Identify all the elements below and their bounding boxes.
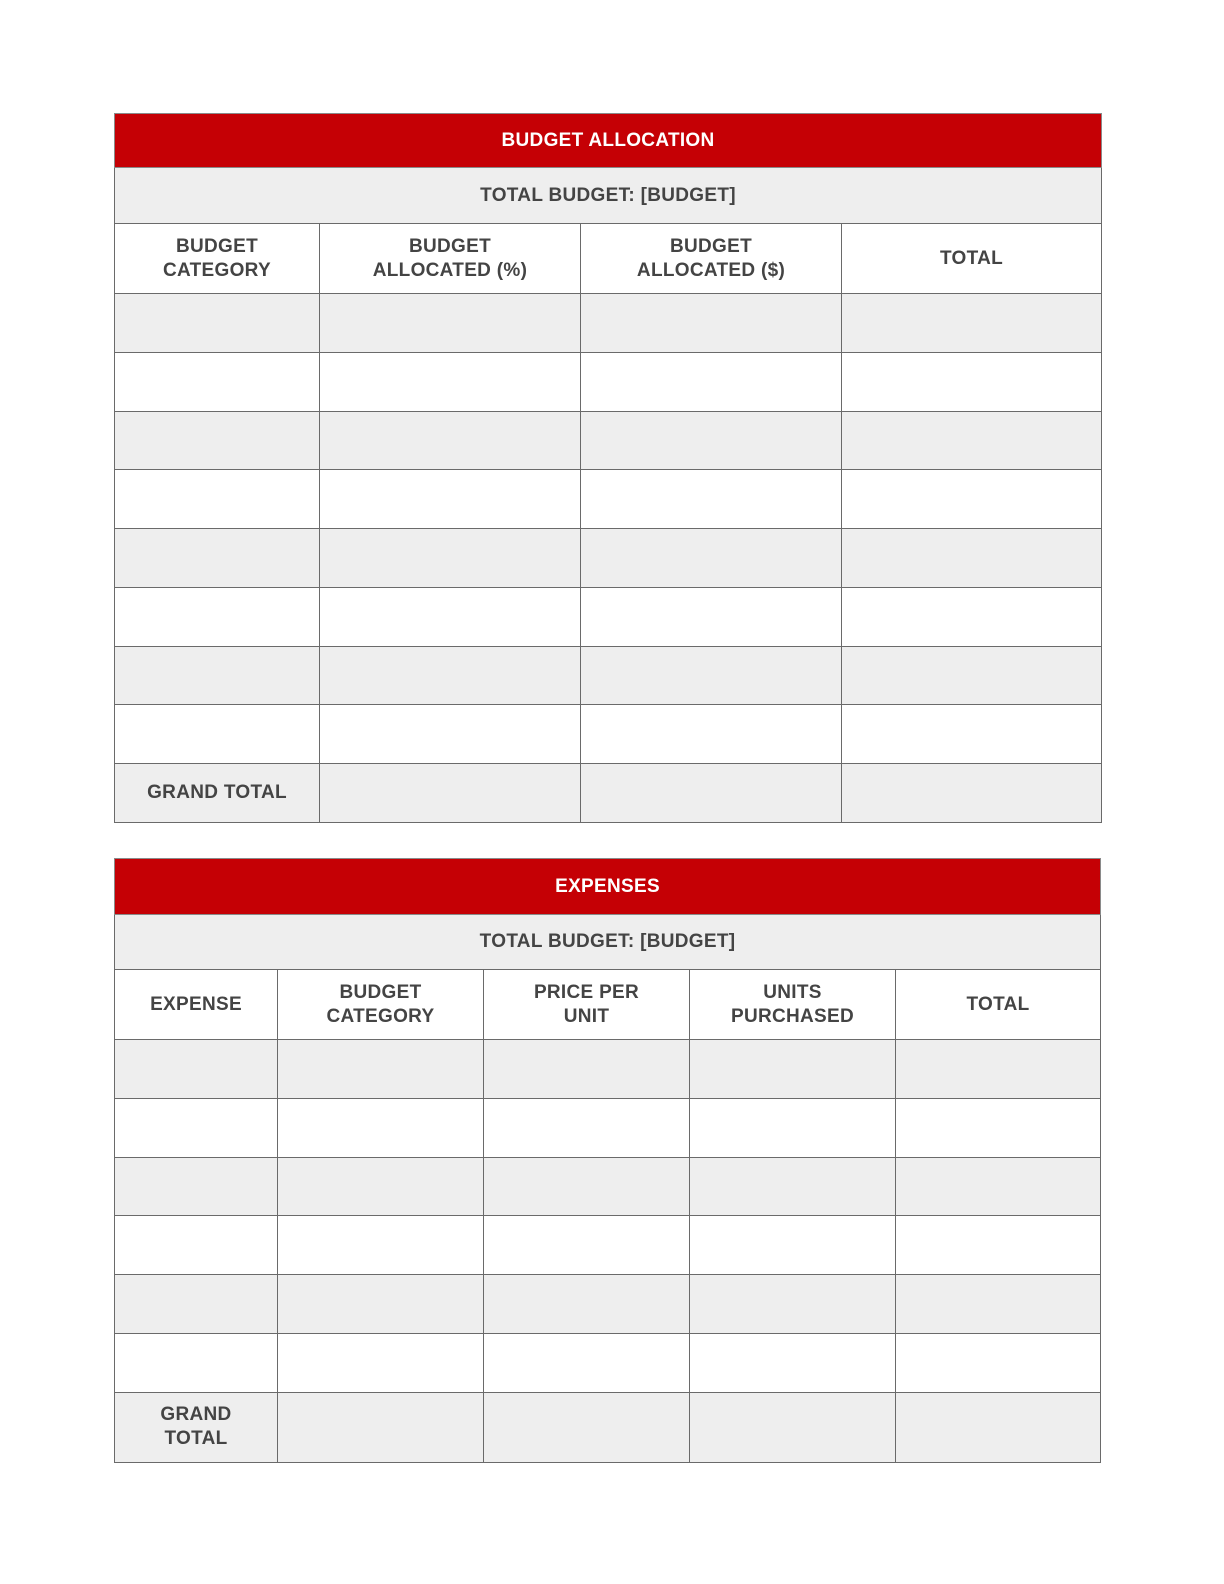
table-cell[interactable] (278, 1157, 484, 1216)
table-cell[interactable] (320, 646, 581, 705)
table-row (115, 646, 1102, 705)
table-cell[interactable] (581, 294, 842, 353)
table-cell[interactable] (581, 764, 842, 823)
table-cell[interactable] (581, 705, 842, 764)
table-cell[interactable] (320, 470, 581, 529)
table-cell[interactable] (896, 1275, 1101, 1334)
table-cell[interactable] (278, 1392, 484, 1462)
table-cell[interactable] (115, 646, 320, 705)
table-cell[interactable] (896, 1333, 1101, 1392)
table-cell[interactable] (690, 1333, 896, 1392)
table-cell[interactable] (690, 1157, 896, 1216)
table-cell[interactable] (896, 1157, 1101, 1216)
column-header: BUDGET CATEGORY (115, 224, 320, 294)
table-cell[interactable] (896, 1098, 1101, 1157)
table-cell[interactable] (581, 587, 842, 646)
table-cell[interactable] (484, 1275, 690, 1334)
budget-allocation-total-budget[interactable]: TOTAL BUDGET: [BUDGET] (115, 168, 1102, 224)
table-cell[interactable] (320, 352, 581, 411)
budget-allocation-table (114, 113, 1102, 823)
table-cell[interactable] (896, 1040, 1101, 1099)
table-row (115, 1040, 1101, 1099)
table-row (115, 411, 1102, 470)
table-cell[interactable] (842, 294, 1102, 353)
table-cell[interactable] (896, 1392, 1101, 1462)
table-cell[interactable] (278, 1098, 484, 1157)
table-row (115, 1098, 1101, 1157)
table-cell[interactable] (320, 705, 581, 764)
table-cell[interactable] (484, 1333, 690, 1392)
table-cell[interactable] (690, 1098, 896, 1157)
column-header: BUDGET ALLOCATED (%) (320, 224, 581, 294)
budget-allocation-title: BUDGET ALLOCATION (115, 114, 1102, 168)
table-cell[interactable] (842, 646, 1102, 705)
table-cell[interactable] (581, 411, 842, 470)
table-cell[interactable] (115, 294, 320, 353)
column-header: TOTAL (896, 970, 1101, 1040)
table-cell[interactable] (484, 1040, 690, 1099)
table-row (115, 529, 1102, 588)
table-cell[interactable] (484, 1216, 690, 1275)
table-row (115, 1216, 1101, 1275)
table-cell[interactable] (581, 470, 842, 529)
table-cell[interactable] (278, 1333, 484, 1392)
table-cell[interactable] (842, 470, 1102, 529)
table-row (115, 587, 1102, 646)
table-row (115, 1275, 1101, 1334)
table-cell[interactable] (115, 1216, 278, 1275)
table-cell[interactable] (320, 294, 581, 353)
table-cell[interactable] (115, 1275, 278, 1334)
table-cell[interactable] (115, 587, 320, 646)
table-cell[interactable] (484, 1157, 690, 1216)
table-row (115, 294, 1102, 353)
table-cell[interactable] (842, 764, 1102, 823)
expenses-table (114, 858, 1101, 1463)
table-cell[interactable] (115, 705, 320, 764)
table-cell[interactable] (581, 529, 842, 588)
table-row (115, 352, 1102, 411)
table-cell[interactable] (842, 587, 1102, 646)
table-cell[interactable] (484, 1098, 690, 1157)
table-cell[interactable] (320, 411, 581, 470)
table-cell[interactable] (896, 1216, 1101, 1275)
table-cell[interactable] (115, 1157, 278, 1216)
table-cell[interactable] (115, 1333, 278, 1392)
table-cell[interactable] (115, 411, 320, 470)
column-header: EXPENSE (115, 970, 278, 1040)
table-cell[interactable] (115, 470, 320, 529)
table-cell[interactable] (278, 1040, 484, 1099)
expenses-total-budget[interactable]: TOTAL BUDGET: [BUDGET] (115, 915, 1101, 970)
column-header: PRICE PER UNIT (484, 970, 690, 1040)
table-cell[interactable] (115, 352, 320, 411)
table-cell[interactable] (842, 705, 1102, 764)
table-cell[interactable] (842, 529, 1102, 588)
table-cell[interactable] (320, 587, 581, 646)
grand-total-label: GRAND TOTAL (115, 764, 320, 823)
table-cell[interactable] (278, 1275, 484, 1334)
table-cell[interactable] (842, 411, 1102, 470)
grand-total-label: GRAND TOTAL (115, 1392, 278, 1462)
table-cell[interactable] (115, 1040, 278, 1099)
table-cell[interactable] (320, 529, 581, 588)
column-header: UNITS PURCHASED (690, 970, 896, 1040)
table-cell[interactable] (115, 529, 320, 588)
table-row (115, 705, 1102, 764)
table-cell[interactable] (484, 1392, 690, 1462)
table-cell[interactable] (690, 1392, 896, 1462)
table-cell[interactable] (690, 1216, 896, 1275)
expenses-title: EXPENSES (115, 859, 1101, 915)
column-header: BUDGET ALLOCATED ($) (581, 224, 842, 294)
table-cell[interactable] (690, 1275, 896, 1334)
table-cell[interactable] (690, 1040, 896, 1099)
column-header: BUDGET CATEGORY (278, 970, 484, 1040)
table-cell[interactable] (581, 646, 842, 705)
column-header: TOTAL (842, 224, 1102, 294)
table-cell[interactable] (115, 1098, 278, 1157)
table-cell[interactable] (842, 352, 1102, 411)
table-cell[interactable] (581, 352, 842, 411)
table-row (115, 1333, 1101, 1392)
table-cell[interactable] (320, 764, 581, 823)
table-cell[interactable] (278, 1216, 484, 1275)
table-row (115, 470, 1102, 529)
table-row (115, 1157, 1101, 1216)
